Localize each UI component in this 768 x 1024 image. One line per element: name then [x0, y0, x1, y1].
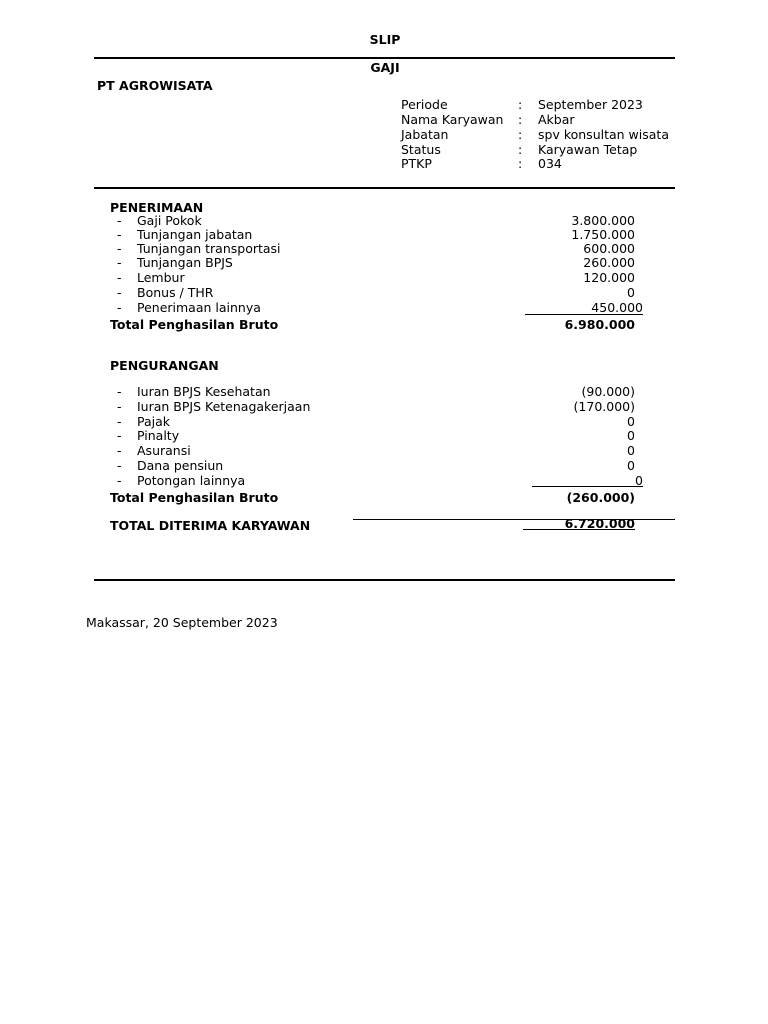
deduction-amount: 0: [627, 458, 635, 473]
bullet: -: [117, 213, 122, 228]
earnings-total-value: 6.980.000: [564, 317, 635, 332]
earning-amount: 1.750.000: [571, 227, 635, 242]
bullet: -: [117, 255, 122, 270]
deduction-amount: (170.000): [573, 399, 635, 414]
info-separator: :: [518, 112, 523, 127]
slip-subtitle: GAJI: [370, 60, 400, 75]
sum-underline: [532, 486, 643, 487]
info-value-periode: September 2023: [538, 97, 643, 112]
bullet: -: [117, 414, 122, 429]
bullet: -: [117, 443, 122, 458]
info-label: PTKP: [401, 156, 432, 171]
bullet: -: [117, 428, 122, 443]
info-label: Jabatan: [401, 127, 449, 142]
earning-amount: 260.000: [583, 255, 635, 270]
deductions-total-label: Total Penghasilan Bruto: [110, 490, 279, 505]
deduction-amount: (90.000): [581, 384, 635, 399]
deductions-heading: PENGURANGAN: [110, 358, 219, 373]
bullet: -: [117, 473, 122, 488]
deduction-label: Iuran BPJS Ketenagakerjaan: [137, 399, 311, 414]
info-value-nama: Akbar: [538, 112, 575, 127]
slip-title: SLIP: [369, 32, 401, 47]
info-separator: :: [518, 97, 523, 112]
bullet: -: [117, 384, 122, 399]
earning-amount: 3.800.000: [571, 213, 635, 228]
info-separator: :: [518, 127, 523, 142]
info-value-status: Karyawan Tetap: [538, 142, 638, 157]
earning-amount: 600.000: [583, 241, 635, 256]
deduction-amount: 0: [627, 428, 635, 443]
info-separator: :: [518, 142, 523, 157]
earnings-heading: PENERIMAAN: [110, 200, 204, 215]
company-name: PT AGROWISATA: [97, 78, 213, 93]
info-value-ptkp: 034: [538, 156, 562, 171]
net-total-label: TOTAL DITERIMA KARYAWAN: [110, 518, 311, 533]
earnings-total-label: Total Penghasilan Bruto: [110, 317, 279, 332]
bottom-divider: [94, 579, 675, 581]
deduction-label: Asuransi: [137, 443, 191, 458]
deduction-label: Pajak: [137, 414, 171, 429]
deduction-label: Potongan lainnya: [137, 473, 246, 488]
earning-label: Bonus / THR: [137, 285, 214, 300]
earning-amount: 450.000: [591, 300, 643, 315]
deduction-amount: 0: [635, 473, 643, 488]
earning-label: Lembur: [137, 270, 185, 285]
earning-label: Gaji Pokok: [137, 213, 202, 228]
info-label: Nama Karyawan: [401, 112, 504, 127]
earning-amount: 0: [627, 285, 635, 300]
info-value-jabatan: spv konsultan wisata: [538, 127, 669, 142]
deduction-label: Dana pensiun: [137, 458, 224, 473]
bullet: -: [117, 458, 122, 473]
bullet: -: [117, 399, 122, 414]
deduction-label: Iuran BPJS Kesehatan: [137, 384, 271, 399]
bullet: -: [117, 270, 122, 285]
deduction-amount: 0: [627, 414, 635, 429]
info-label: Status: [401, 142, 441, 157]
deductions-total-value: (260.000): [566, 490, 635, 505]
top-divider: [94, 57, 675, 59]
net-underline: [523, 529, 635, 530]
bullet: -: [117, 300, 122, 315]
deduction-label: Pinalty: [137, 428, 180, 443]
place-date: Makassar, 20 September 2023: [86, 615, 278, 630]
earning-label: Penerimaan lainnya: [137, 300, 261, 315]
bullet: -: [117, 241, 122, 256]
earning-label: Tunjangan transportasi: [137, 241, 281, 256]
info-divider: [94, 187, 675, 189]
bullet: -: [117, 227, 122, 242]
bullet: -: [117, 285, 122, 300]
info-separator: :: [518, 156, 523, 171]
net-total-value: 6.720.000: [564, 516, 635, 531]
info-label: Periode: [401, 97, 448, 112]
sum-underline: [525, 314, 643, 315]
earning-label: Tunjangan jabatan: [137, 227, 253, 242]
earning-amount: 120.000: [583, 270, 635, 285]
deduction-amount: 0: [627, 443, 635, 458]
earning-label: Tunjangan BPJS: [137, 255, 233, 270]
